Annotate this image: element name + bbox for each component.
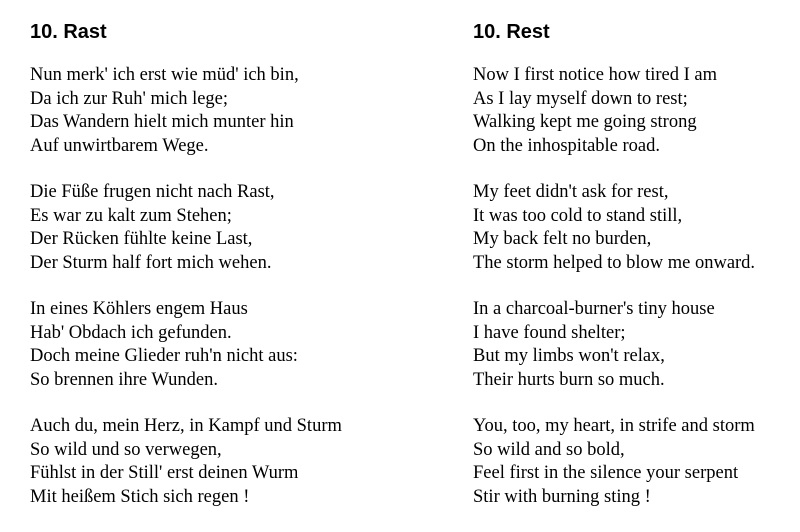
german-line: Die Füße frugen nicht nach Rast, bbox=[30, 182, 275, 202]
german-line: Doch meine Glieder ruh'n nicht aus: bbox=[30, 346, 298, 366]
german-line: Hab' Obdach ich gefunden. bbox=[30, 322, 232, 343]
german-stanza-2 bbox=[30, 181, 450, 275]
english-poem bbox=[473, 18, 793, 532]
english-stanza-1 bbox=[473, 64, 793, 158]
german-line: Nun merk' ich erst wie müd' ich bin, bbox=[30, 65, 299, 85]
english-stanza-3 bbox=[473, 298, 793, 392]
german-line: Es war zu kalt zum Stehen; bbox=[30, 205, 232, 226]
english-line: Now I first notice how tired I am bbox=[473, 65, 718, 85]
english-line: My back felt no burden, bbox=[473, 229, 652, 249]
english-line: I have found shelter; bbox=[473, 322, 626, 343]
german-line: Der Sturm half fort mich wehen. bbox=[30, 252, 272, 273]
german-stanza-1 bbox=[30, 64, 450, 158]
german-title: 10. Rast bbox=[30, 21, 107, 43]
english-line: Feel first in the silence your serpent bbox=[473, 463, 739, 483]
german-line: Da ich zur Ruh' mich lege; bbox=[30, 88, 229, 109]
german-poem bbox=[30, 18, 450, 532]
german-line: So wild und so verwegen, bbox=[30, 439, 222, 460]
english-line: On the inhospitable road. bbox=[473, 135, 661, 156]
english-line: The storm helped to blow me onward. bbox=[473, 252, 756, 273]
english-stanza-2 bbox=[473, 181, 793, 275]
german-line: In eines Köhlers engem Haus bbox=[30, 299, 248, 319]
english-line: As I lay myself down to rest; bbox=[473, 88, 688, 109]
german-line: Mit heißem Stich sich regen ! bbox=[30, 486, 250, 507]
english-stanza-4 bbox=[473, 415, 793, 509]
english-line: Their hurts burn so much. bbox=[473, 369, 665, 390]
german-line: Das Wandern hielt mich munter hin bbox=[30, 112, 294, 132]
english-line: Stir with burning sting ! bbox=[473, 486, 651, 507]
english-line: Walking kept me going strong bbox=[473, 112, 697, 132]
german-line: Fühlst in der Still' erst deinen Wurm bbox=[30, 463, 299, 483]
english-line: So wild and so bold, bbox=[473, 439, 625, 460]
english-line: But my limbs won't relax, bbox=[473, 346, 665, 366]
english-line: You, too, my heart, in strife and storm bbox=[473, 416, 755, 436]
german-line: Auf unwirtbarem Wege. bbox=[30, 135, 209, 156]
english-line: In a charcoal-burner's tiny house bbox=[473, 299, 715, 319]
english-line: My feet didn't ask for rest, bbox=[473, 182, 669, 202]
german-stanza-3 bbox=[30, 298, 450, 392]
german-line: Der Rücken fühlte keine Last, bbox=[30, 229, 253, 249]
german-stanza-4 bbox=[30, 415, 450, 509]
english-title: 10. Rest bbox=[473, 21, 550, 43]
german-line: So brennen ihre Wunden. bbox=[30, 369, 218, 390]
english-line: It was too cold to stand still, bbox=[473, 205, 683, 226]
german-line: Auch du, mein Herz, in Kampf und Sturm bbox=[30, 416, 342, 436]
